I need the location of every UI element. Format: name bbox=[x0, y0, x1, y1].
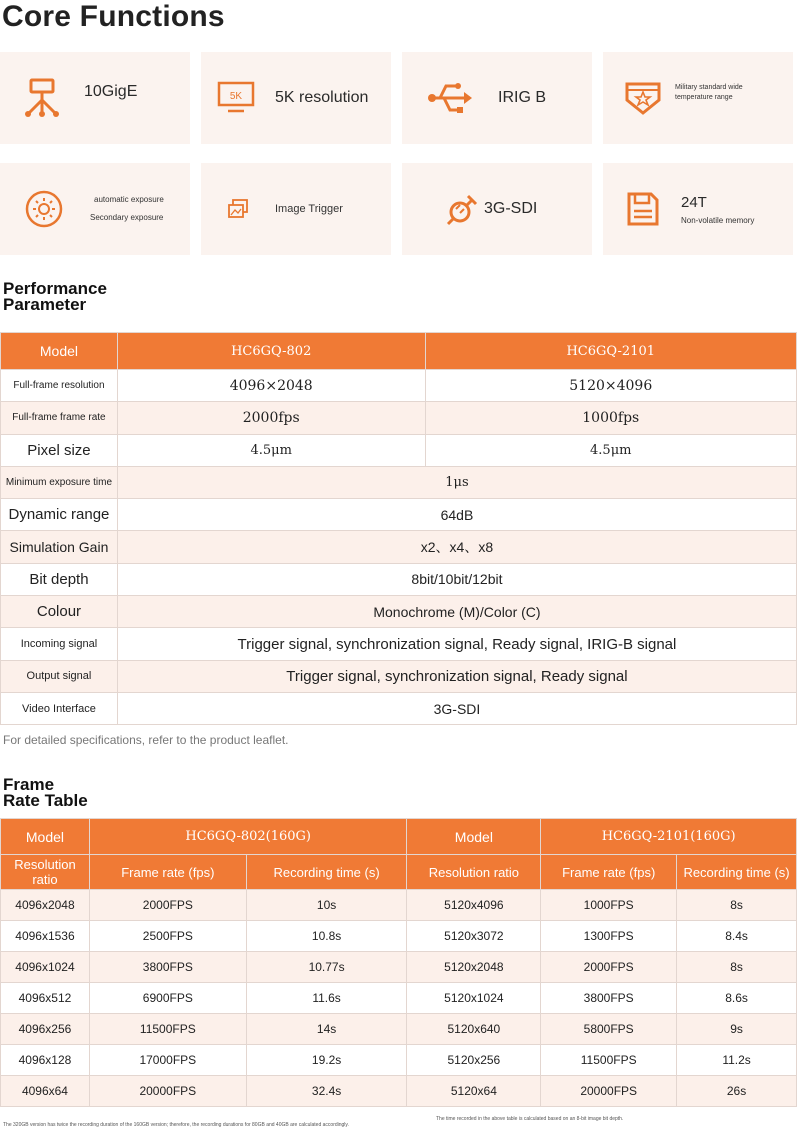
feature-tile-exposure bbox=[0, 163, 190, 255]
left-recording-cell: 10s bbox=[246, 890, 407, 921]
row-label: Full-frame frame rate bbox=[1, 402, 118, 434]
left-model: HC6GQ-802(160G) bbox=[89, 819, 407, 855]
left-frame-rate-cell: 17000FPS bbox=[89, 1045, 246, 1076]
table-subheader-row bbox=[1, 855, 797, 890]
row-value: 4.5μm bbox=[117, 434, 425, 466]
row-label: Pixel size bbox=[1, 434, 118, 466]
table-row bbox=[1, 402, 797, 434]
sdi-plug-icon bbox=[402, 192, 482, 226]
left-resolution-cell: 4096x256 bbox=[1, 1014, 90, 1045]
right-resolution-cell: 5120x2048 bbox=[407, 952, 541, 983]
5k-badge: 5K bbox=[229, 91, 243, 102]
row-value: 4096×2048 bbox=[117, 370, 425, 402]
table-header-row bbox=[1, 333, 797, 370]
footnote-capacity: The 320GB version has twice the recording duration of the 160GB version; therefore, the recording durations for 80GB and 40GB are calculated accordingly. bbox=[3, 1122, 349, 1128]
header-model: Model bbox=[1, 333, 118, 370]
floppy-disk-icon bbox=[603, 191, 683, 227]
left-recording-cell: 10.8s bbox=[246, 921, 407, 952]
right-recording-cell: 9s bbox=[677, 1014, 797, 1045]
table-row bbox=[1, 983, 797, 1014]
usb-icon bbox=[402, 80, 498, 116]
row-label: Full-frame resolution bbox=[1, 370, 118, 402]
left-recording-cell: 11.6s bbox=[246, 983, 407, 1014]
feature-label: IRIG B bbox=[498, 89, 547, 106]
header-col2: HC6GQ-2101 bbox=[425, 333, 797, 370]
exposure-icon bbox=[0, 189, 88, 229]
right-resolution-cell: 5120x4096 bbox=[407, 890, 541, 921]
right-resolution-cell: 5120x640 bbox=[407, 1014, 541, 1045]
frame-rate-title-line1: Frame bbox=[3, 775, 55, 794]
table-row bbox=[1, 434, 797, 466]
right-recording-cell: 8s bbox=[677, 890, 797, 921]
left-resolution-cell: 4096x1024 bbox=[1, 952, 90, 983]
right-resolution-cell: 5120x256 bbox=[407, 1045, 541, 1076]
military-shield-icon bbox=[603, 80, 683, 116]
left-resolution-cell: 4096x2048 bbox=[1, 890, 90, 921]
feature-sublabel: Non-volatile memory bbox=[681, 215, 755, 225]
row-value: Monochrome (M)/Color (C) bbox=[117, 596, 796, 628]
left-frame-rate-cell: 2000FPS bbox=[89, 890, 246, 921]
performance-title-line1: Performance bbox=[3, 279, 107, 298]
left-recording-cell: 32.4s bbox=[246, 1076, 407, 1107]
feature-tile-10gige bbox=[0, 52, 190, 144]
table-row bbox=[1, 563, 797, 595]
image-trigger-icon bbox=[201, 197, 275, 221]
left-resolution-cell: 4096x512 bbox=[1, 983, 90, 1014]
table-header-row bbox=[1, 819, 797, 855]
right-frame-rate-cell: 11500FPS bbox=[541, 1045, 677, 1076]
frame-rate-table bbox=[0, 818, 797, 1107]
5k-monitor-icon bbox=[201, 79, 279, 117]
row-value: 1000fps bbox=[425, 402, 797, 434]
footnote-bit-depth: The time recorded in the above table is calculated based on an 8-bit image bit depth. bbox=[436, 1116, 624, 1122]
right-model-label: Model bbox=[407, 819, 541, 855]
left-col-frame-rate: Frame rate (fps) bbox=[89, 855, 246, 890]
feature-label: 10GigE bbox=[84, 83, 138, 100]
right-frame-rate-cell: 1000FPS bbox=[541, 890, 677, 921]
left-frame-rate-cell: 3800FPS bbox=[89, 952, 246, 983]
right-frame-rate-cell: 1300FPS bbox=[541, 921, 677, 952]
left-frame-rate-cell: 2500FPS bbox=[89, 921, 246, 952]
table-row bbox=[1, 531, 797, 563]
row-label: Output signal bbox=[1, 660, 118, 692]
table-row bbox=[1, 692, 797, 724]
performance-title bbox=[3, 281, 107, 313]
row-value: 8bit/10bit/12bit bbox=[117, 563, 796, 595]
left-resolution-cell: 4096x64 bbox=[1, 1076, 90, 1107]
network-icon bbox=[0, 76, 84, 120]
row-label: Bit depth bbox=[1, 563, 118, 595]
left-col-resolution: Resolution ratio bbox=[1, 855, 90, 890]
table-row bbox=[1, 628, 797, 660]
table-row bbox=[1, 1014, 797, 1045]
feature-label: 5K resolution bbox=[275, 89, 369, 106]
right-recording-cell: 8.6s bbox=[677, 983, 797, 1014]
feature-label-line1: Military standard wide bbox=[675, 84, 743, 92]
performance-table bbox=[0, 332, 797, 725]
frame-rate-title-line2: Rate Table bbox=[3, 791, 88, 810]
table-row bbox=[1, 890, 797, 921]
feature-tile-image-trigger bbox=[201, 163, 391, 255]
row-value: 64dB bbox=[117, 499, 796, 531]
table-row bbox=[1, 952, 797, 983]
left-resolution-cell: 4096x1536 bbox=[1, 921, 90, 952]
row-label: Video Interface bbox=[1, 692, 118, 724]
right-recording-cell: 26s bbox=[677, 1076, 797, 1107]
table-row bbox=[1, 921, 797, 952]
left-frame-rate-cell: 20000FPS bbox=[89, 1076, 246, 1107]
row-value: 4.5μm bbox=[425, 434, 797, 466]
right-recording-cell: 11.2s bbox=[677, 1045, 797, 1076]
feature-label-line1: automatic exposure bbox=[94, 195, 164, 204]
right-col-resolution: Resolution ratio bbox=[407, 855, 541, 890]
row-value: Trigger signal, synchronization signal, Ready signal, IRIG-B signal bbox=[117, 628, 796, 660]
right-resolution-cell: 5120x1024 bbox=[407, 983, 541, 1014]
feature-tile-memory bbox=[603, 163, 793, 255]
performance-title-line2: Parameter bbox=[3, 295, 87, 314]
feature-label-line2: Secondary exposure bbox=[90, 213, 164, 222]
right-frame-rate-cell: 2000FPS bbox=[541, 952, 677, 983]
feature-label: 24T bbox=[681, 193, 707, 211]
right-frame-rate-cell: 20000FPS bbox=[541, 1076, 677, 1107]
table-row bbox=[1, 370, 797, 402]
left-frame-rate-cell: 11500FPS bbox=[89, 1014, 246, 1045]
row-label: Colour bbox=[1, 596, 118, 628]
right-col-frame-rate: Frame rate (fps) bbox=[541, 855, 677, 890]
right-recording-cell: 8.4s bbox=[677, 921, 797, 952]
table-row bbox=[1, 499, 797, 531]
feature-label: Image Trigger bbox=[275, 203, 343, 215]
left-recording-cell: 19.2s bbox=[246, 1045, 407, 1076]
right-frame-rate-cell: 5800FPS bbox=[541, 1014, 677, 1045]
row-value: x2、x4、x8 bbox=[117, 531, 796, 563]
table-row bbox=[1, 1045, 797, 1076]
left-recording-cell: 10.77s bbox=[246, 952, 407, 983]
feature-tile-military bbox=[603, 52, 793, 144]
left-resolution-cell: 4096x128 bbox=[1, 1045, 90, 1076]
table-row bbox=[1, 1076, 797, 1107]
feature-tile-irig bbox=[402, 52, 592, 144]
left-frame-rate-cell: 6900FPS bbox=[89, 983, 246, 1014]
left-recording-cell: 14s bbox=[246, 1014, 407, 1045]
feature-label: 3G-SDI bbox=[484, 200, 538, 217]
right-frame-rate-cell: 3800FPS bbox=[541, 983, 677, 1014]
row-label: Minimum exposure time bbox=[1, 466, 118, 498]
row-value: 5120×4096 bbox=[425, 370, 797, 402]
specification-note: For detailed specifications, refer to the product leaflet. bbox=[3, 733, 289, 747]
feature-tile-3g-sdi bbox=[402, 163, 592, 255]
left-model-label: Model bbox=[1, 819, 90, 855]
row-value: Trigger signal, synchronization signal, Ready signal bbox=[117, 660, 796, 692]
right-recording-cell: 8s bbox=[677, 952, 797, 983]
right-resolution-cell: 5120x64 bbox=[407, 1076, 541, 1107]
left-col-recording: Recording time (s) bbox=[246, 855, 407, 890]
row-value: 1μs bbox=[117, 466, 796, 498]
table-row bbox=[1, 660, 797, 692]
header-col1: HC6GQ-802 bbox=[117, 333, 425, 370]
feature-tile-5k bbox=[201, 52, 391, 144]
table-row bbox=[1, 466, 797, 498]
row-label: Simulation Gain bbox=[1, 531, 118, 563]
right-resolution-cell: 5120x3072 bbox=[407, 921, 541, 952]
row-value: 2000fps bbox=[117, 402, 425, 434]
feature-label-line2: temperature range bbox=[675, 94, 733, 101]
right-col-recording: Recording time (s) bbox=[677, 855, 797, 890]
table-row bbox=[1, 596, 797, 628]
row-label: Dynamic range bbox=[1, 499, 118, 531]
frame-rate-title bbox=[3, 777, 88, 809]
row-label: Incoming signal bbox=[1, 628, 118, 660]
right-model: HC6GQ-2101(160G) bbox=[541, 819, 797, 855]
core-functions-title: Core Functions bbox=[2, 0, 225, 33]
row-value: 3G-SDI bbox=[117, 692, 796, 724]
